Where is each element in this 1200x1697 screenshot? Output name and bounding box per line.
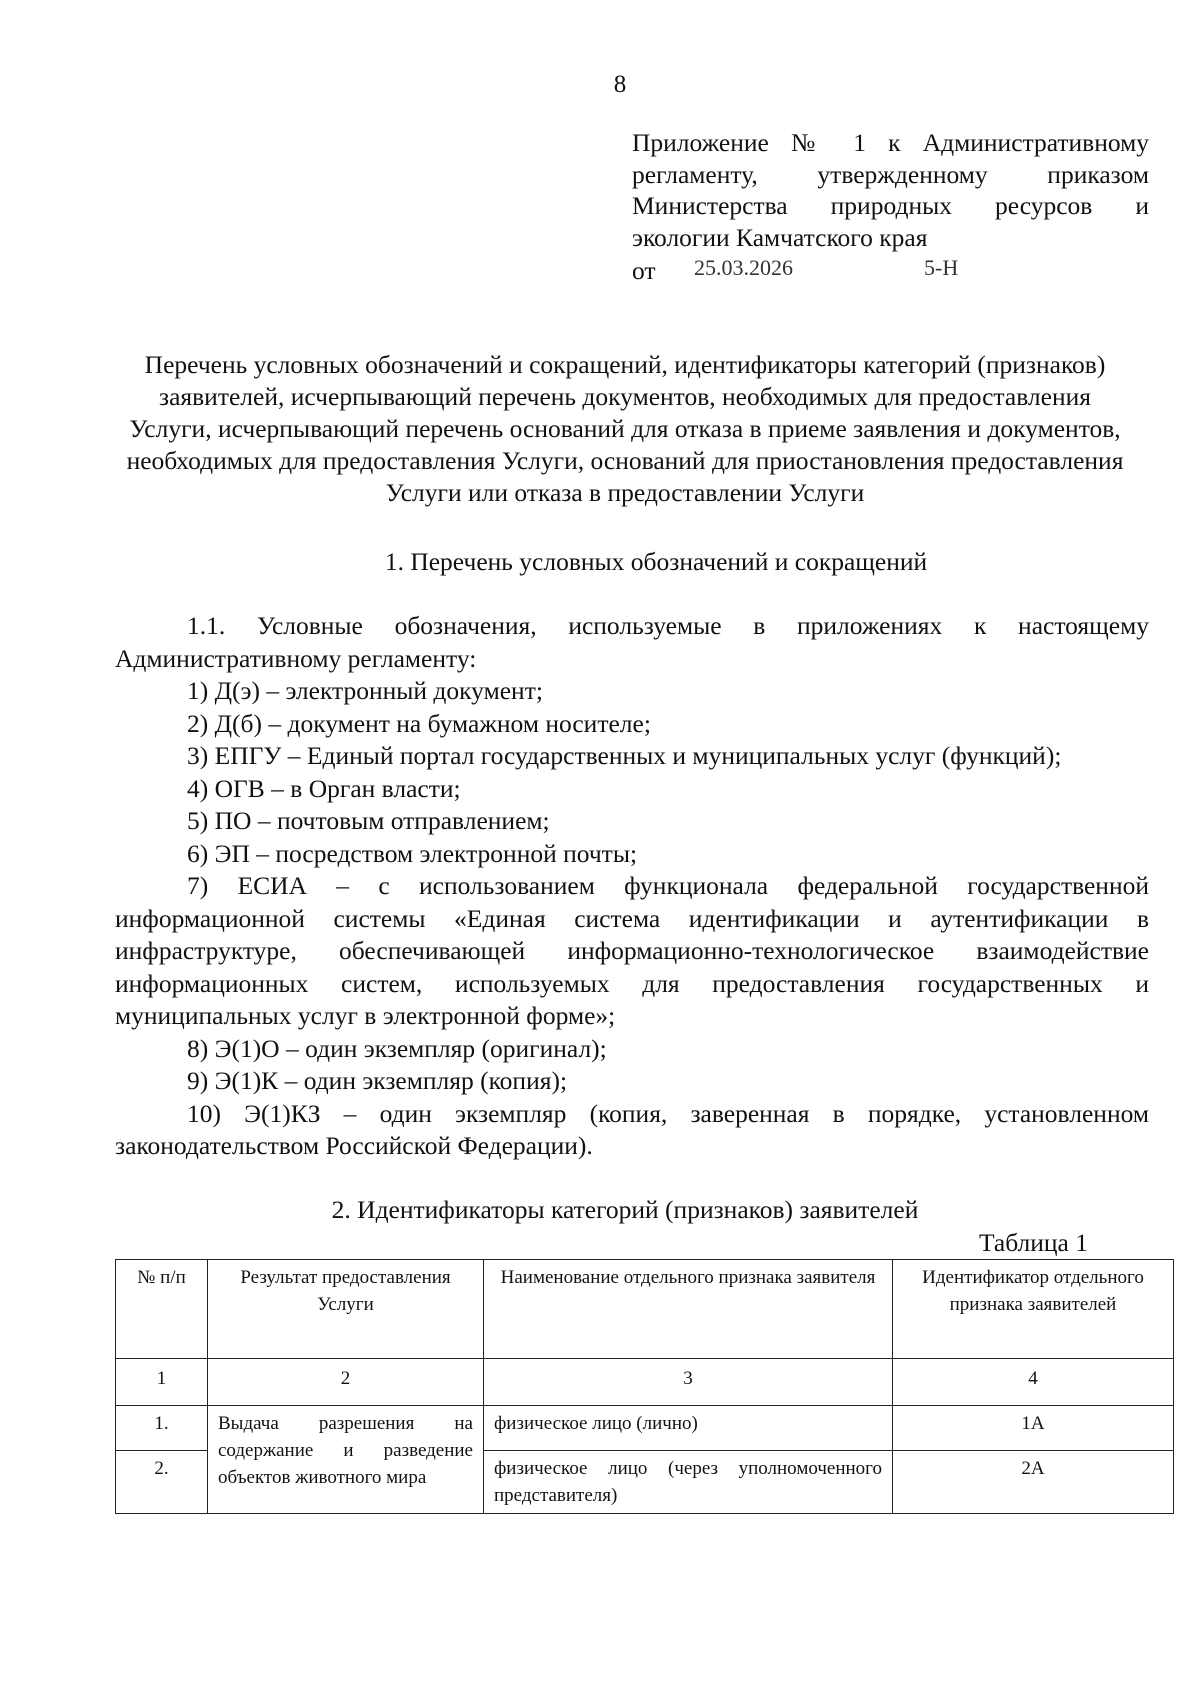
- table-cell-num: 1.: [116, 1406, 208, 1451]
- document-title: Перечень условных обозначений и сокращений, идентификаторы категорий (признаков) заявителей, исчерпывающий перечень документов, необходимых для предоставления Услуги, исчерпывающий перечень оснований для отказа в приеме заявления и документов, необходимых для предоставления Услуги, оснований для приостановления предоставления Услуги или отказа в предоставлении Услуги: [126, 350, 1124, 507]
- list-item: 4) ОГВ – в Орган власти;: [187, 773, 461, 803]
- table-column-number: 3: [484, 1359, 893, 1406]
- section1-body: [115, 610, 1149, 1163]
- appendix-date-row: [632, 255, 1149, 288]
- page-number: 8: [613, 71, 627, 98]
- table-cell-result: Выдача разрешения на содержание и разведение объектов животного мира: [208, 1406, 484, 1514]
- table-header-cell: Наименование отдельного признака заявителя: [484, 1260, 893, 1359]
- appendix-line: Приложение № 1 к Административному: [632, 128, 1149, 157]
- table-row: [116, 1406, 1174, 1451]
- table-caption: Таблица 1: [978, 1228, 1088, 1257]
- table-header-row: [116, 1260, 1174, 1359]
- section1-heading: 1. Перечень условных обозначений и сокращений: [384, 547, 928, 576]
- table-cell-id: 2А: [893, 1451, 1174, 1514]
- table-cell-num: 2.: [116, 1451, 208, 1514]
- list-item: 10) Э(1)КЗ – один экземпляр (копия, заверенная в порядке, установленном законодательством Российской Федерации).: [115, 1098, 1149, 1160]
- table-column-number: 2: [208, 1359, 484, 1406]
- list-item: 7) ЕСИА – с использованием функционала федеральной государственной информационной системы «Единая система идентификации и аутентификации в инфраструктуре, обеспечивающей информационно-технологическое взаимодействие информационных систем, используемых для предоставления государственных и муниципальных услуг в электронной форме»;: [115, 871, 1149, 1030]
- section2-heading: 2. Идентификаторы категорий (признаков) заявителей: [331, 1195, 919, 1224]
- section1-intro: 1.1. Условные обозначения, используемые в приложениях к настоящему Административному регламенту:: [115, 611, 1149, 673]
- table-cell-feature: физическое лицо (лично): [484, 1406, 893, 1451]
- appendix-line: Министерства природных ресурсов и: [632, 191, 1149, 220]
- applicant-categories-table: [115, 1259, 1174, 1514]
- list-item: 8) Э(1)О – один экземпляр (оригинал);: [187, 1033, 607, 1063]
- table-column-number: 4: [893, 1359, 1174, 1406]
- list-item: 2) Д(б) – документ на бумажном носителе;: [187, 708, 651, 738]
- list-item: 5) ПО – почтовым отправлением;: [187, 806, 550, 835]
- appendix-line: регламенту, утвержденному приказом: [632, 159, 1149, 189]
- table-header-cell: № п/п: [116, 1260, 208, 1359]
- table-column-number: 1: [116, 1359, 208, 1406]
- table-header-cell: Результат предоставления Услуги: [208, 1260, 484, 1359]
- table-column-numbers-row: [116, 1359, 1174, 1406]
- appendix-date: 25.03.2026: [694, 255, 793, 280]
- list-item: 9) Э(1)К – один экземпляр (копия);: [187, 1066, 568, 1095]
- table-header-cell: Идентификатор отдельного признака заявителей: [893, 1260, 1174, 1359]
- appendix-block: [632, 127, 1149, 288]
- list-item: 6) ЭП – посредством электронной почты;: [187, 838, 638, 868]
- list-item: 3) ЕПГУ – Единый портал государственных и муниципальных услуг (функций);: [187, 741, 1062, 770]
- list-item: 1) Д(э) – электронный документ;: [187, 676, 543, 705]
- appendix-from-label: от: [632, 256, 656, 285]
- table-cell-feature: физическое лицо (через уполномоченного представителя): [484, 1451, 893, 1514]
- appendix-number: 5-Н: [924, 255, 959, 280]
- table-cell-id: 1А: [893, 1406, 1174, 1451]
- appendix-line: экологии Камчатского края: [632, 222, 928, 252]
